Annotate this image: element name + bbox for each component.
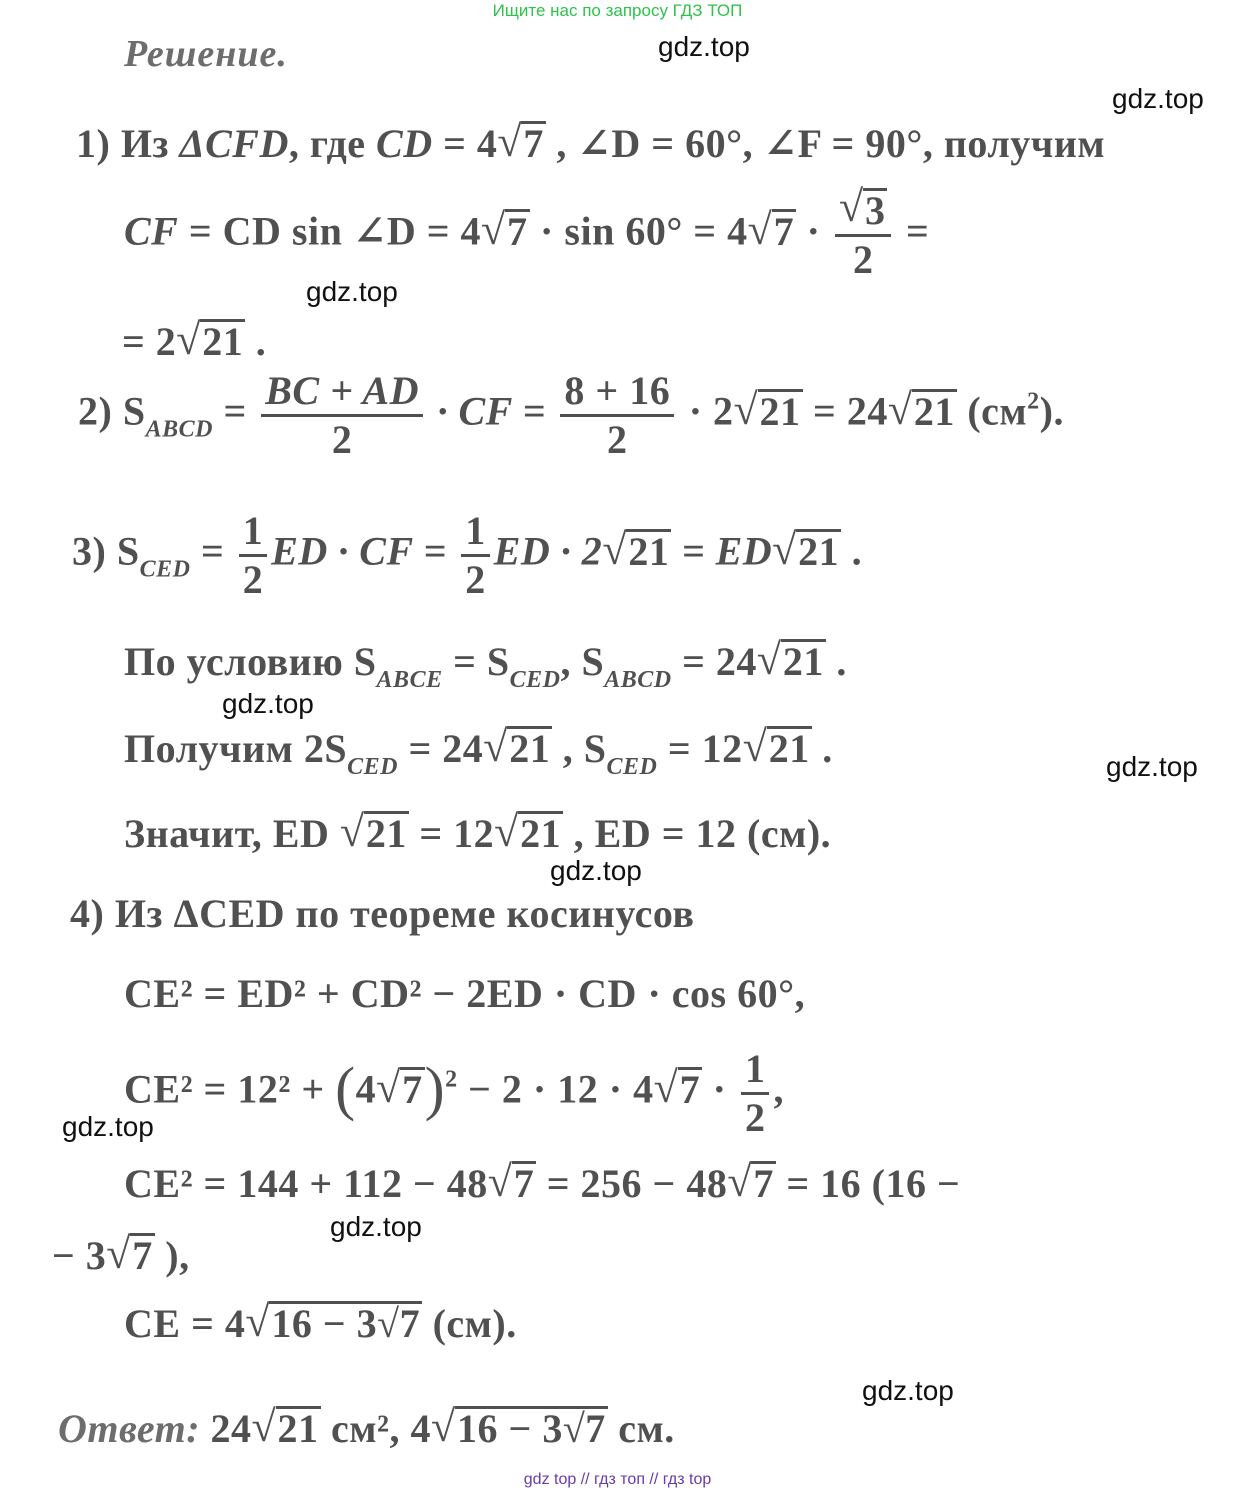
radicand: 21 (798, 528, 840, 574)
numerator (835, 188, 892, 237)
watermark: gdz.top (658, 31, 750, 62)
text: , ED = 12 (см). (563, 811, 832, 856)
text: = 16 (16 − (775, 1161, 961, 1206)
superscript: 2 (445, 1066, 458, 1093)
numerator: 1 (239, 508, 268, 557)
sqrt (254, 1405, 321, 1452)
subscript: ABCE (376, 667, 443, 693)
numerator: 1 (461, 508, 490, 557)
footer-links[interactable]: gdz top // гдз топ // гдз top (523, 1471, 712, 1488)
text: ). (1039, 388, 1064, 434)
watermark: gdz.top (330, 1211, 422, 1242)
sqrt (745, 725, 812, 772)
text: = 24 (397, 726, 484, 771)
fraction (261, 368, 423, 463)
cosine-compute (124, 1160, 960, 1207)
text: = S (442, 639, 510, 684)
segment: CF (124, 208, 179, 254)
text: (см). (422, 1301, 517, 1346)
sqrt (750, 208, 797, 255)
radicand: 21 (202, 319, 244, 364)
sqrt (841, 188, 888, 234)
solution-heading: Решение. (124, 33, 288, 75)
cosine-substitution (124, 1046, 784, 1141)
cosine-compute-cont (52, 1232, 190, 1279)
sqrt (485, 725, 552, 772)
text: = 256 − 48 (536, 1161, 728, 1206)
subscript: ABCD (604, 667, 672, 693)
radicand: 21 (759, 388, 801, 434)
text: . (245, 319, 267, 364)
text: ), (154, 1233, 190, 1278)
radicand: 7 (753, 1161, 774, 1206)
sqrt (496, 810, 563, 857)
subscript: CED (347, 754, 398, 780)
radicand: 21 (628, 528, 670, 574)
text: 4 (355, 1066, 377, 1112)
text: = 24 (671, 639, 757, 684)
radicand: 7 (679, 1066, 701, 1112)
superscript: 2 (1027, 388, 1040, 415)
condition-line (124, 638, 847, 694)
radicand: 21 (520, 811, 562, 856)
text: CE = 4 (124, 1301, 246, 1346)
step-1-cf-line (124, 188, 929, 283)
radicand: 16 − 3√7 (271, 1301, 421, 1346)
sqrt (108, 1232, 155, 1279)
radicand: 3 (864, 188, 886, 233)
text: · 2 (678, 388, 734, 434)
text: 24 (200, 1406, 252, 1451)
text: . (811, 726, 833, 771)
sqrt (342, 810, 409, 857)
sqrt (433, 1405, 608, 1452)
sqrt (499, 120, 546, 167)
denominator: 2 (465, 557, 486, 602)
text: − 3 (52, 1233, 107, 1278)
denominator: 2 (242, 557, 264, 602)
text: · CF = (426, 388, 557, 434)
radicand: 7 (773, 208, 795, 254)
denominator: 2 (607, 417, 628, 462)
text: = (212, 388, 258, 434)
radicand: 21 (365, 811, 407, 856)
text: · sin 60° = 4 (529, 208, 748, 254)
radicand: 7 (513, 1161, 535, 1206)
obtain-line (124, 725, 833, 781)
text: . (825, 639, 847, 684)
step-1-line (76, 120, 1105, 167)
step-number: 1) Из (76, 121, 180, 166)
radicand: 7 (507, 208, 528, 254)
watermark: gdz.top (550, 855, 642, 886)
text: (см (956, 388, 1028, 434)
step-1-result (122, 318, 266, 365)
radicand: 7 (402, 1066, 423, 1112)
radicand: 21 (913, 388, 955, 434)
watermark: gdz.top (62, 1111, 154, 1142)
text: 3) S (72, 528, 140, 574)
text: = 2 (122, 319, 177, 364)
step-4-line: 4) Из ΔCED по теореме косинусов (70, 891, 695, 936)
sqrt (483, 208, 530, 255)
text: , S (560, 639, 605, 684)
radicand: 21 (782, 639, 824, 684)
watermark: gdz.top (1112, 83, 1204, 114)
answer-label: Ответ: (58, 1406, 201, 1451)
fraction (239, 508, 268, 603)
radicand: 21 (277, 1406, 319, 1451)
text: ED · 2 (493, 528, 603, 574)
text: = 24 (802, 388, 888, 434)
text: 2) S (78, 388, 146, 434)
subscript: CED (139, 556, 191, 583)
watermark: gdz.top (1106, 751, 1198, 782)
step-2-line (78, 368, 1064, 463)
numerator: 1 (741, 1046, 770, 1095)
watermark: gdz.top (222, 688, 314, 719)
denominator: 2 (852, 237, 874, 282)
fraction (560, 368, 674, 463)
text: = (190, 528, 235, 574)
denominator: 2 (331, 417, 353, 462)
text: По условию S (124, 639, 377, 684)
cosine-formula: CE² = ED² + CD² − 2ED · CD · cos 60°, (124, 971, 806, 1016)
text: = (895, 208, 930, 254)
text: см. (607, 1406, 675, 1451)
sqrt (656, 1066, 703, 1113)
fraction (835, 188, 892, 283)
fraction (461, 508, 490, 603)
denominator: 2 (744, 1095, 766, 1140)
watermark: gdz.top (306, 276, 398, 307)
sqrt (890, 388, 957, 435)
paren: ) (424, 1055, 446, 1122)
text: , где (288, 121, 377, 166)
step-3-line (72, 508, 862, 603)
sqrt (604, 528, 671, 575)
text: , (773, 1066, 784, 1112)
sqrt (490, 1160, 537, 1207)
sqrt (247, 1300, 422, 1347)
text: , S (552, 726, 607, 771)
means-line (124, 810, 831, 857)
sqrt (378, 1066, 425, 1113)
numerator: 8 + 16 (560, 368, 674, 417)
text: − 2 · 12 · 4 (457, 1066, 654, 1112)
subscript: ABCD (145, 416, 213, 443)
text: = 12 (657, 726, 743, 771)
sqrt (736, 388, 803, 435)
sqrt (729, 1160, 776, 1207)
text: , ∠D = 60°, ∠F = 90°, получим (545, 121, 1106, 166)
segment: CD (376, 121, 433, 166)
numerator: BC + AD (261, 368, 423, 417)
text: CE² = 12² + (124, 1066, 336, 1112)
text: CE² = 144 + 112 − 48 (124, 1161, 488, 1206)
search-banner: Ищите нас по запросу ГДЗ ТОП (492, 1, 743, 20)
text: см², 4 (320, 1406, 432, 1451)
subscript: CED (606, 754, 658, 780)
text: = 4 (432, 121, 498, 166)
text: · (796, 208, 831, 254)
text: Значит, ED (124, 811, 340, 856)
text: . (841, 528, 863, 574)
text: · (702, 1066, 737, 1112)
radicand: 21 (768, 726, 810, 771)
radicand: 16 − 3√7 (457, 1406, 606, 1451)
subscript: CED (509, 667, 561, 693)
sqrt (759, 638, 826, 685)
text: ED · CF = (271, 528, 458, 574)
fraction (741, 1046, 770, 1141)
ce-result (124, 1300, 517, 1347)
radicand: 21 (509, 726, 551, 771)
sqrt (178, 318, 245, 365)
text: = 12 (408, 811, 495, 856)
text: Получим 2S (124, 726, 348, 771)
answer-line (58, 1405, 675, 1452)
paren: ( (335, 1055, 356, 1122)
watermark: gdz.top (862, 1375, 954, 1406)
sqrt (774, 528, 841, 575)
triangle-name: ΔCFD (179, 121, 289, 166)
text: = CD sin ∠D = 4 (178, 208, 482, 254)
radicand: 7 (523, 121, 544, 166)
radicand: 7 (132, 1233, 153, 1278)
text: = ED (671, 528, 773, 574)
